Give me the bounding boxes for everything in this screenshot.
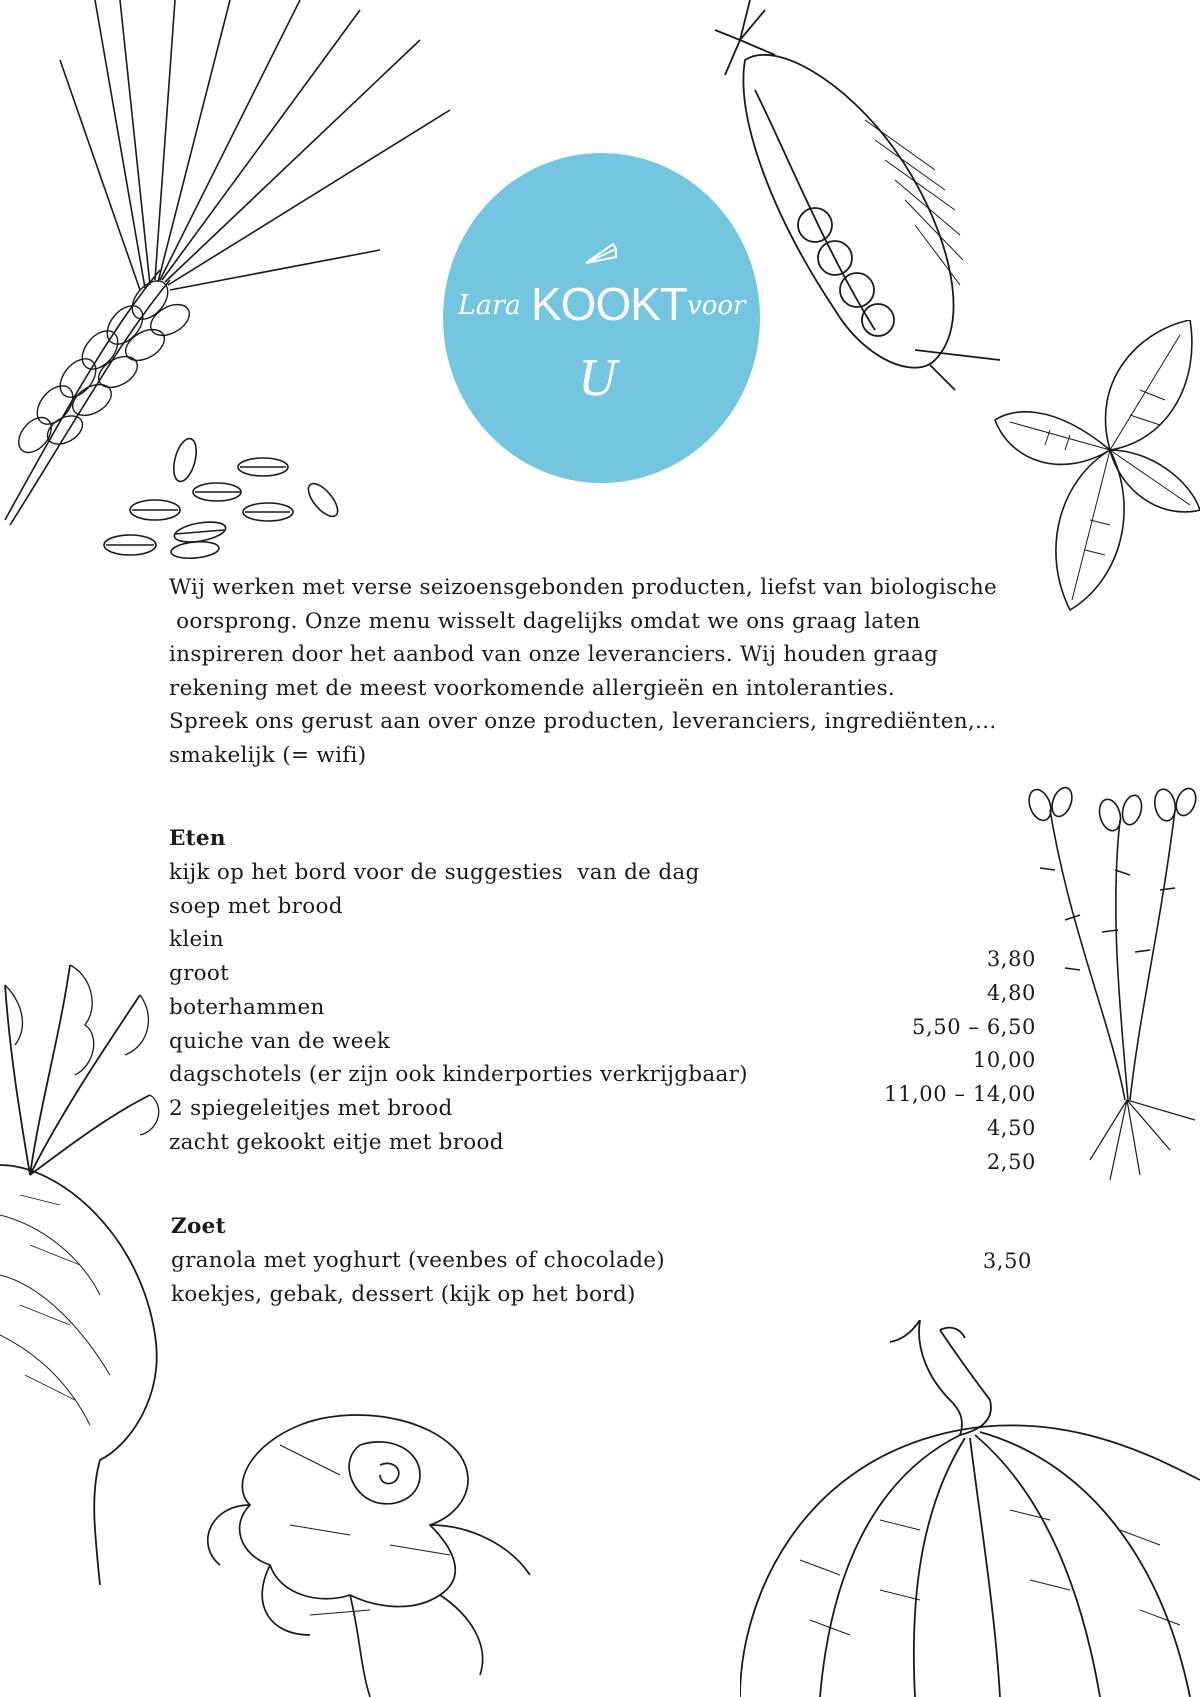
menu-item: granola met yoghurt (veenbes of chocolade) xyxy=(171,1248,665,1273)
menu-price: 5,50 – 6,50 xyxy=(912,1014,1036,1039)
logo-voor: voor xyxy=(687,291,746,321)
menu-price: 4,80 xyxy=(986,980,1036,1005)
section-heading: Zoet xyxy=(171,1214,226,1239)
brand-logo xyxy=(443,153,760,483)
menu-item: dagschotels (er zijn ook kinderporties verkrijgbaar) xyxy=(169,1062,748,1088)
menu-item: boterhammen xyxy=(169,994,325,1020)
menu-price: 3,80 xyxy=(986,947,1036,971)
beetroot-illustration xyxy=(0,955,170,1585)
grain-seeds-illustration xyxy=(100,430,360,570)
menu-price: 4,50 xyxy=(986,1115,1036,1140)
price-column-zoet xyxy=(760,1245,1032,1279)
menu-item: quiche van de week xyxy=(169,1028,391,1054)
intro-line: smakelijk (= wifi) xyxy=(169,742,367,768)
intro-line: oorsprong. Onze menu wisselt dagelijks omdat we ons graag laten xyxy=(169,608,921,634)
menu-item: soep met brood xyxy=(169,893,343,919)
menu-item: koekjes, gebak, dessert (kijk op het bord) xyxy=(171,1281,636,1307)
cress-sprout-illustration xyxy=(1010,780,1200,1180)
menu-price: 10,00 xyxy=(972,1048,1036,1073)
menu-item: groot xyxy=(169,961,230,987)
pea-pod-illustration xyxy=(715,0,1015,400)
intro-line: Spreek ons gerust aan over onze producten, leveranciers, ingrediënten,... xyxy=(169,709,997,734)
pumpkin-illustration xyxy=(740,1320,1200,1697)
menu-price: 2,50 xyxy=(986,1149,1036,1174)
intro-line: rekening met de meest voorkomende allergieën en intoleranties. xyxy=(169,675,896,701)
menu-item: klein xyxy=(169,927,224,953)
intro-line: Wij werken met verse seizoensgebonden producten, liefst van biologische xyxy=(169,575,998,600)
section-heading: Eten xyxy=(169,826,226,851)
intro-line: inspireren door het aanbod van onze leveranciers. Wij houden graag xyxy=(169,642,939,667)
menu-item: kijk op het bord voor de suggesties van de dag xyxy=(169,860,700,885)
menu-price: 11,00 – 14,00 xyxy=(884,1082,1036,1107)
price-column-eten xyxy=(760,943,1036,1180)
logo-kookt: KOOKT xyxy=(531,278,688,330)
menu-price: 3,50 xyxy=(982,1249,1032,1273)
kale-illustration xyxy=(190,1405,610,1697)
menu-item: 2 spiegeleitjes met brood xyxy=(169,1095,453,1121)
menu-item: zacht gekookt eitje met brood xyxy=(169,1129,504,1155)
intro-text xyxy=(169,571,1069,772)
cake-slice-icon xyxy=(583,241,619,267)
logo-u: U xyxy=(578,351,619,407)
logo-lara: Lara xyxy=(458,290,522,321)
